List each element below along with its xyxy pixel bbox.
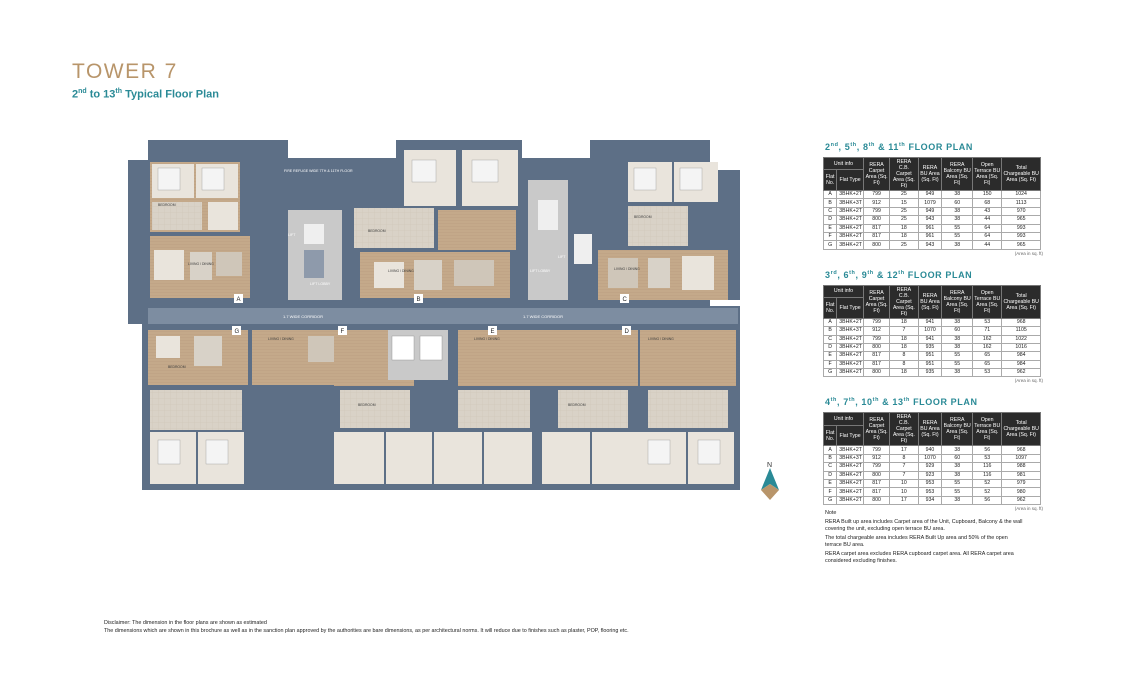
area-unit-note: (Area in sq. ft) (1014, 506, 1043, 512)
unit-label-f: F (340, 329, 345, 335)
table-cell: 981 (1002, 471, 1041, 479)
floor-plan-heading: 3rd, 6th, 9th & 12th FLOOR PLAN (825, 269, 973, 280)
area-table (823, 412, 1041, 505)
table-cell: 71 (973, 327, 1002, 335)
table-row (824, 224, 1041, 232)
col-header: Flat No. (824, 298, 837, 319)
table-cell: 52 (973, 480, 1002, 488)
room-label: LIVING / DINING (474, 337, 500, 341)
col-header: RERA C.B. Carpet Area (Sq. Ft) (890, 158, 918, 191)
table-cell: 38 (942, 216, 973, 224)
col-header: Flat Type (837, 170, 864, 191)
table-cell: 38 (942, 343, 973, 351)
page-subtitle: 2nd to 13th Typical Floor Plan (72, 88, 220, 101)
table-cell: 961 (918, 224, 942, 232)
table-cell: 1070 (918, 327, 942, 335)
table-cell: 25 (890, 216, 918, 224)
table-cell: 65 (973, 352, 1002, 360)
table-cell: 25 (890, 191, 918, 199)
table-cell: F (824, 232, 837, 240)
table-cell: 150 (973, 191, 1002, 199)
room-label: BEDROOM (368, 229, 386, 233)
table-cell: 988 (1002, 463, 1041, 471)
table-cell: 799 (863, 335, 889, 343)
unit-label-b: B (416, 297, 421, 303)
table-cell: 3BHK+2T (837, 463, 864, 471)
table-cell: 15 (890, 199, 918, 207)
table-cell: 38 (942, 496, 973, 504)
table-cell: 3BHK+2T (837, 488, 864, 496)
table-cell: 1016 (1002, 343, 1041, 351)
unit-label-d: D (624, 329, 629, 335)
table-cell: 18 (890, 224, 918, 232)
table-cell: 968 (1002, 446, 1041, 454)
unit-label-e: E (490, 329, 495, 335)
table-cell: 934 (918, 496, 942, 504)
lift-lobby-2: LIFT LOBBY (530, 269, 551, 273)
table-cell: 3BHK+2T (837, 360, 864, 368)
table-cell: 8 (890, 352, 918, 360)
table-cell: 817 (863, 224, 889, 232)
table-cell: 3BHK+2T (837, 191, 864, 199)
col-header: RERA C.B. Carpet Area (Sq. Ft) (890, 285, 918, 318)
table-cell: 52 (973, 488, 1002, 496)
table-cell: 951 (918, 352, 942, 360)
table-cell: 38 (942, 369, 973, 377)
room-label: LIVING / DINING (188, 262, 214, 266)
table-cell: 935 (918, 369, 942, 377)
table-cell: 55 (942, 488, 973, 496)
table-cell: 53 (973, 318, 1002, 326)
table-cell: 993 (1002, 232, 1041, 240)
page-title: TOWER 7 (72, 60, 178, 83)
table-row (824, 360, 1041, 368)
disclaimer-line: The dimensions which are shown in this brochure as well as in the sanction plan approved by the authorities are bare dimensions, as per architectural norms. It will reduce due to finishes such as plaster, POP, flooring etc. (104, 627, 629, 634)
table-cell: 3BHK+2T (837, 446, 864, 454)
table-cell: 817 (863, 488, 889, 496)
table-cell: 18 (890, 369, 918, 377)
table-cell: E (824, 480, 837, 488)
table-cell: 979 (1002, 480, 1041, 488)
table-cell: 968 (1002, 318, 1041, 326)
table-cell: 941 (918, 318, 942, 326)
table-cell: 25 (890, 207, 918, 215)
table-cell: 3BHK+2T (837, 480, 864, 488)
table-cell: 38 (942, 446, 973, 454)
table-cell: 3BHK+2T (837, 207, 864, 215)
table-cell: E (824, 352, 837, 360)
table-cell: 56 (973, 446, 1002, 454)
table-row (824, 471, 1041, 479)
table-cell: 1024 (1002, 191, 1041, 199)
room-label: LIVING / DINING (268, 337, 294, 341)
area-unit-note: (Area in sq. ft) (1014, 378, 1043, 384)
table-row (824, 199, 1041, 207)
table-cell: 60 (942, 454, 973, 462)
table-cell: 961 (918, 232, 942, 240)
table-cell: 162 (973, 343, 1002, 351)
table-row (824, 369, 1041, 377)
table-cell: 56 (973, 496, 1002, 504)
table-row (824, 488, 1041, 496)
floor-plan-heading: 2nd, 5th, 8th & 11th FLOOR PLAN (825, 142, 973, 152)
table-cell: 3BHK+2T (837, 335, 864, 343)
area-table (823, 157, 1041, 250)
table-cell: 3BHK+3T (837, 199, 864, 207)
table-cell: 43 (973, 207, 1002, 215)
table-cell: 3BHK+3T (837, 454, 864, 462)
table-row (824, 496, 1041, 504)
table-cell: 38 (942, 335, 973, 343)
note-item: RERA carpet area excludes RERA cupboard carpet area. All RERA carpet area considered excluding finishes. (825, 551, 1014, 564)
unit-label-a: A (236, 297, 241, 303)
col-header: Total Chargeable BU Area (Sq. Ft) (1002, 413, 1041, 446)
col-header: Unit info (824, 285, 864, 297)
table-cell: 44 (973, 216, 1002, 224)
col-header: Flat No. (824, 425, 837, 446)
table-cell: 7 (890, 327, 918, 335)
corridor-label-right: 1.7 WIDE CORRIDOR (523, 314, 564, 319)
col-header: RERA BU Area (Sq. Ft) (918, 285, 942, 318)
col-header: RERA Carpet Area (Sq. Ft) (863, 285, 889, 318)
table-cell: 53 (973, 454, 1002, 462)
table-cell: 38 (942, 207, 973, 215)
table-cell: 970 (1002, 207, 1041, 215)
table-cell: 60 (942, 327, 973, 335)
table-cell: 38 (942, 318, 973, 326)
table-cell: 3BHK+2T (837, 343, 864, 351)
table-cell: C (824, 335, 837, 343)
unit-label-g: G (234, 329, 240, 335)
table-cell: 951 (918, 360, 942, 368)
table-cell: 953 (918, 488, 942, 496)
table-cell: 1022 (1002, 335, 1041, 343)
table-row (824, 241, 1041, 249)
table-cell: 799 (863, 207, 889, 215)
table-cell: 943 (918, 216, 942, 224)
table-cell: 1070 (918, 454, 942, 462)
table-cell: 38 (942, 191, 973, 199)
col-header: Unit info (824, 413, 864, 425)
table-row (824, 327, 1041, 335)
table-cell: 962 (1002, 369, 1041, 377)
disclaimer (104, 620, 629, 635)
table-cell: 3BHK+2T (837, 471, 864, 479)
table-cell: G (824, 369, 837, 377)
lift-label-1: LIFT (288, 233, 296, 237)
table-row (824, 446, 1041, 454)
table-cell: G (824, 241, 837, 249)
table-cell: 929 (918, 463, 942, 471)
table-cell: 1105 (1002, 327, 1041, 335)
table-cell: C (824, 463, 837, 471)
table-cell: 965 (1002, 216, 1041, 224)
table-cell: 64 (973, 232, 1002, 240)
table-row (824, 232, 1041, 240)
table-cell: 799 (863, 191, 889, 199)
table-cell: 3BHK+2T (837, 352, 864, 360)
col-header: Open Terrace BU Area (Sq. Ft) (973, 413, 1002, 446)
col-header: Open Terrace BU Area (Sq. Ft) (973, 158, 1002, 191)
table-cell: 68 (973, 199, 1002, 207)
col-header: RERA BU Area (Sq. Ft) (918, 158, 942, 191)
table-cell: 55 (942, 352, 973, 360)
table-cell: D (824, 343, 837, 351)
col-header: Flat Type (837, 298, 864, 319)
table-cell: 993 (1002, 224, 1041, 232)
north-compass-icon (753, 460, 787, 504)
room-label: BEDROOM (358, 403, 376, 407)
table-cell: 55 (942, 224, 973, 232)
table-cell: 116 (973, 463, 1002, 471)
notes-block (825, 510, 1025, 567)
col-header: Flat No. (824, 170, 837, 191)
table-cell: 18 (890, 343, 918, 351)
floor-plan (128, 140, 750, 490)
table-cell: 55 (942, 360, 973, 368)
table-cell: 25 (890, 241, 918, 249)
table-cell: 17 (890, 496, 918, 504)
table-cell: G (824, 496, 837, 504)
table-cell: 817 (863, 232, 889, 240)
table-row (824, 318, 1041, 326)
room-label: BEDROOM (168, 365, 186, 369)
table-cell: 965 (1002, 241, 1041, 249)
disclaimer-line: Disclaimer: The dimension in the floor plans are shown as estimated (104, 620, 267, 626)
table-cell: 3BHK+2T (837, 318, 864, 326)
corridor-label-left: 1.7 WIDE CORRIDOR (283, 314, 324, 319)
table-row (824, 454, 1041, 462)
table-cell: D (824, 216, 837, 224)
lift-label-2: LIFT (558, 255, 566, 259)
table-cell: 8 (890, 454, 918, 462)
table-cell: 984 (1002, 360, 1041, 368)
area-tables (823, 138, 1043, 525)
table-cell: 116 (973, 471, 1002, 479)
table-cell: 984 (1002, 352, 1041, 360)
table-cell: 60 (942, 199, 973, 207)
table-cell: 162 (973, 335, 1002, 343)
floor-plan-heading: 4th, 7th, 10th & 13th FLOOR PLAN (825, 397, 978, 408)
unit-label-c: C (622, 297, 627, 303)
table-cell: 953 (918, 480, 942, 488)
col-header: RERA Balcony BU Area (Sq. Ft) (942, 413, 973, 446)
table-cell: 935 (918, 343, 942, 351)
table-cell: 800 (863, 369, 889, 377)
table-cell: A (824, 191, 837, 199)
room-label: BEDROOM (634, 215, 652, 219)
table-cell: 55 (942, 480, 973, 488)
floor-area-table-block (823, 142, 1043, 256)
table-cell: 3BHK+2T (837, 241, 864, 249)
col-header: RERA C.B. Carpet Area (Sq. Ft) (890, 413, 918, 446)
col-header: Open Terrace BU Area (Sq. Ft) (973, 285, 1002, 318)
table-cell: 38 (942, 463, 973, 471)
table-cell: 800 (863, 241, 889, 249)
table-cell: 3BHK+2T (837, 496, 864, 504)
table-cell: 3BHK+3T (837, 327, 864, 335)
table-cell: 949 (918, 207, 942, 215)
table-cell: 912 (863, 327, 889, 335)
table-cell: 7 (890, 471, 918, 479)
table-cell: 1097 (1002, 454, 1041, 462)
table-row (824, 480, 1041, 488)
table-cell: F (824, 360, 837, 368)
note-item: RERA Built up area includes Carpet area of the Unit, Cupboard, Balcony & the wall covering the unit, excluding open terrace BU area. (825, 519, 1023, 532)
table-cell: B (824, 327, 837, 335)
col-header: RERA Carpet Area (Sq. Ft) (863, 413, 889, 446)
table-row (824, 352, 1041, 360)
table-cell: 980 (1002, 488, 1041, 496)
table-cell: C (824, 207, 837, 215)
table-cell: 1079 (918, 199, 942, 207)
table-row (824, 335, 1041, 343)
col-header: RERA Balcony BU Area (Sq. Ft) (942, 285, 973, 318)
room-label: LIVING / DINING (614, 267, 640, 271)
table-cell: 17 (890, 446, 918, 454)
table-cell: 940 (918, 446, 942, 454)
table-cell: F (824, 488, 837, 496)
table-cell: B (824, 454, 837, 462)
table-row (824, 216, 1041, 224)
table-cell: 800 (863, 343, 889, 351)
table-cell: 800 (863, 471, 889, 479)
table-cell: 799 (863, 446, 889, 454)
table-cell: 18 (890, 335, 918, 343)
room-label: BEDROOM (568, 403, 586, 407)
col-header: RERA BU Area (Sq. Ft) (918, 413, 942, 446)
table-cell: D (824, 471, 837, 479)
col-header: RERA Carpet Area (Sq. Ft) (863, 158, 889, 191)
table-cell: 943 (918, 241, 942, 249)
floor-area-table-block (823, 270, 1043, 384)
table-cell: 38 (942, 241, 973, 249)
table-cell: 923 (918, 471, 942, 479)
table-cell: 3BHK+2T (837, 216, 864, 224)
table-cell: B (824, 199, 837, 207)
table-row (824, 207, 1041, 215)
table-cell: 7 (890, 463, 918, 471)
table-cell: 10 (890, 480, 918, 488)
table-cell: 949 (918, 191, 942, 199)
table-cell: 817 (863, 360, 889, 368)
area-unit-note: (Area in sq. ft) (1014, 250, 1043, 256)
room-label: BEDROOM (158, 203, 176, 207)
col-header: RERA Balcony BU Area (Sq. Ft) (942, 158, 973, 191)
table-cell: 817 (863, 480, 889, 488)
table-cell: 65 (973, 360, 1002, 368)
refuge-label: FIRE REFUGE WIDE 7TH & 11TH FLOOR (284, 169, 353, 173)
table-cell: 3BHK+2T (837, 224, 864, 232)
table-row (824, 463, 1041, 471)
table-cell: 10 (890, 488, 918, 496)
lift-lobby-1: LIFT LOBBY (310, 282, 331, 286)
table-cell: 44 (973, 241, 1002, 249)
table-cell: 912 (863, 454, 889, 462)
col-header: Total Chargeable BU Area (Sq. Ft) (1002, 158, 1041, 191)
room-label: LIVING / DINING (648, 337, 674, 341)
table-cell: 3BHK+2T (837, 369, 864, 377)
table-cell: 962 (1002, 496, 1041, 504)
table-cell: 18 (890, 232, 918, 240)
table-cell: 53 (973, 369, 1002, 377)
table-cell: 8 (890, 360, 918, 368)
table-cell: 55 (942, 232, 973, 240)
svg-text:N: N (767, 462, 773, 469)
table-row (824, 191, 1041, 199)
table-cell: 912 (863, 199, 889, 207)
table-cell: 817 (863, 352, 889, 360)
table-cell: 3BHK+2T (837, 232, 864, 240)
table-cell: 64 (973, 224, 1002, 232)
table-cell: 799 (863, 318, 889, 326)
floor-area-table-block (823, 397, 1043, 511)
col-header: Unit info (824, 158, 864, 170)
room-label: LIVING / DINING (388, 269, 414, 273)
table-cell: 799 (863, 463, 889, 471)
table-cell: 800 (863, 216, 889, 224)
table-cell: E (824, 224, 837, 232)
table-cell: A (824, 318, 837, 326)
table-cell: 18 (890, 318, 918, 326)
notes-title: Note (825, 510, 837, 516)
table-cell: 941 (918, 335, 942, 343)
col-header: Flat Type (837, 425, 864, 446)
table-cell: 800 (863, 496, 889, 504)
table-cell: 38 (942, 471, 973, 479)
table-cell: 1113 (1002, 199, 1041, 207)
note-item: The total chargeable area includes RERA Built Up area and 50% of the open terrace BU area. (825, 535, 1008, 548)
table-row (824, 343, 1041, 351)
table-cell: A (824, 446, 837, 454)
col-header: Total Chargeable BU Area (Sq. Ft) (1002, 285, 1041, 318)
area-table (823, 285, 1041, 378)
